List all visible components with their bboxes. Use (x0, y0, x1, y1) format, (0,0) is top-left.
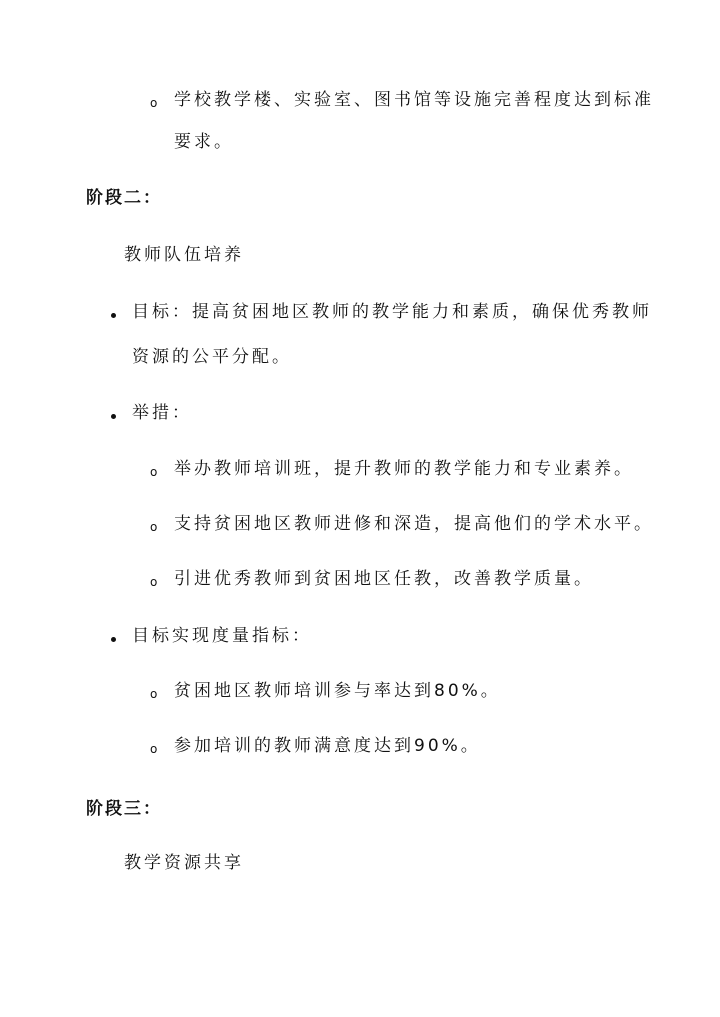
stage3-subtitle: 教学资源共享 (124, 853, 244, 873)
indicators-label: 目标实现度量指标： (132, 626, 312, 646)
sub-bullet-marker: o (150, 687, 158, 701)
sub-bullet-marker: o (150, 575, 158, 589)
stage2-subtitle: 教师队伍培养 (124, 245, 244, 265)
sub-bullet-marker: o (150, 742, 158, 756)
measures-bullet (111, 414, 116, 419)
sub-bullet-marker: o (150, 96, 158, 110)
measures-label: 举措： (132, 403, 192, 423)
sub-bullet-marker: o (150, 465, 158, 479)
measure-item: 举办教师培训班，提升教师的教学能力和专业素养。 (174, 459, 634, 479)
sub-bullet-marker: o (150, 520, 158, 534)
stage2-heading: 阶段二： (86, 188, 162, 208)
facility-item-line1: 学校教学楼、实验室、图书馆等设施完善程度达到标准 (174, 90, 654, 110)
goal-bullet (111, 313, 116, 318)
goal-line1: 目标：提高贫困地区教师的教学能力和素质，确保优秀教师 (132, 302, 652, 322)
indicator-item: 贫困地区教师培训参与率达到80%。 (174, 681, 501, 701)
measure-item: 支持贫困地区教师进修和深造，提高他们的学术水平。 (174, 514, 654, 534)
indicators-bullet (111, 637, 116, 642)
facility-item-line2: 要求。 (174, 132, 234, 152)
measure-item: 引进优秀教师到贫困地区任教，改善教学质量。 (174, 569, 594, 589)
goal-line2: 资源的公平分配。 (132, 347, 292, 367)
indicator-item: 参加培训的教师满意度达到90%。 (174, 736, 481, 756)
stage3-heading: 阶段三： (86, 799, 162, 819)
